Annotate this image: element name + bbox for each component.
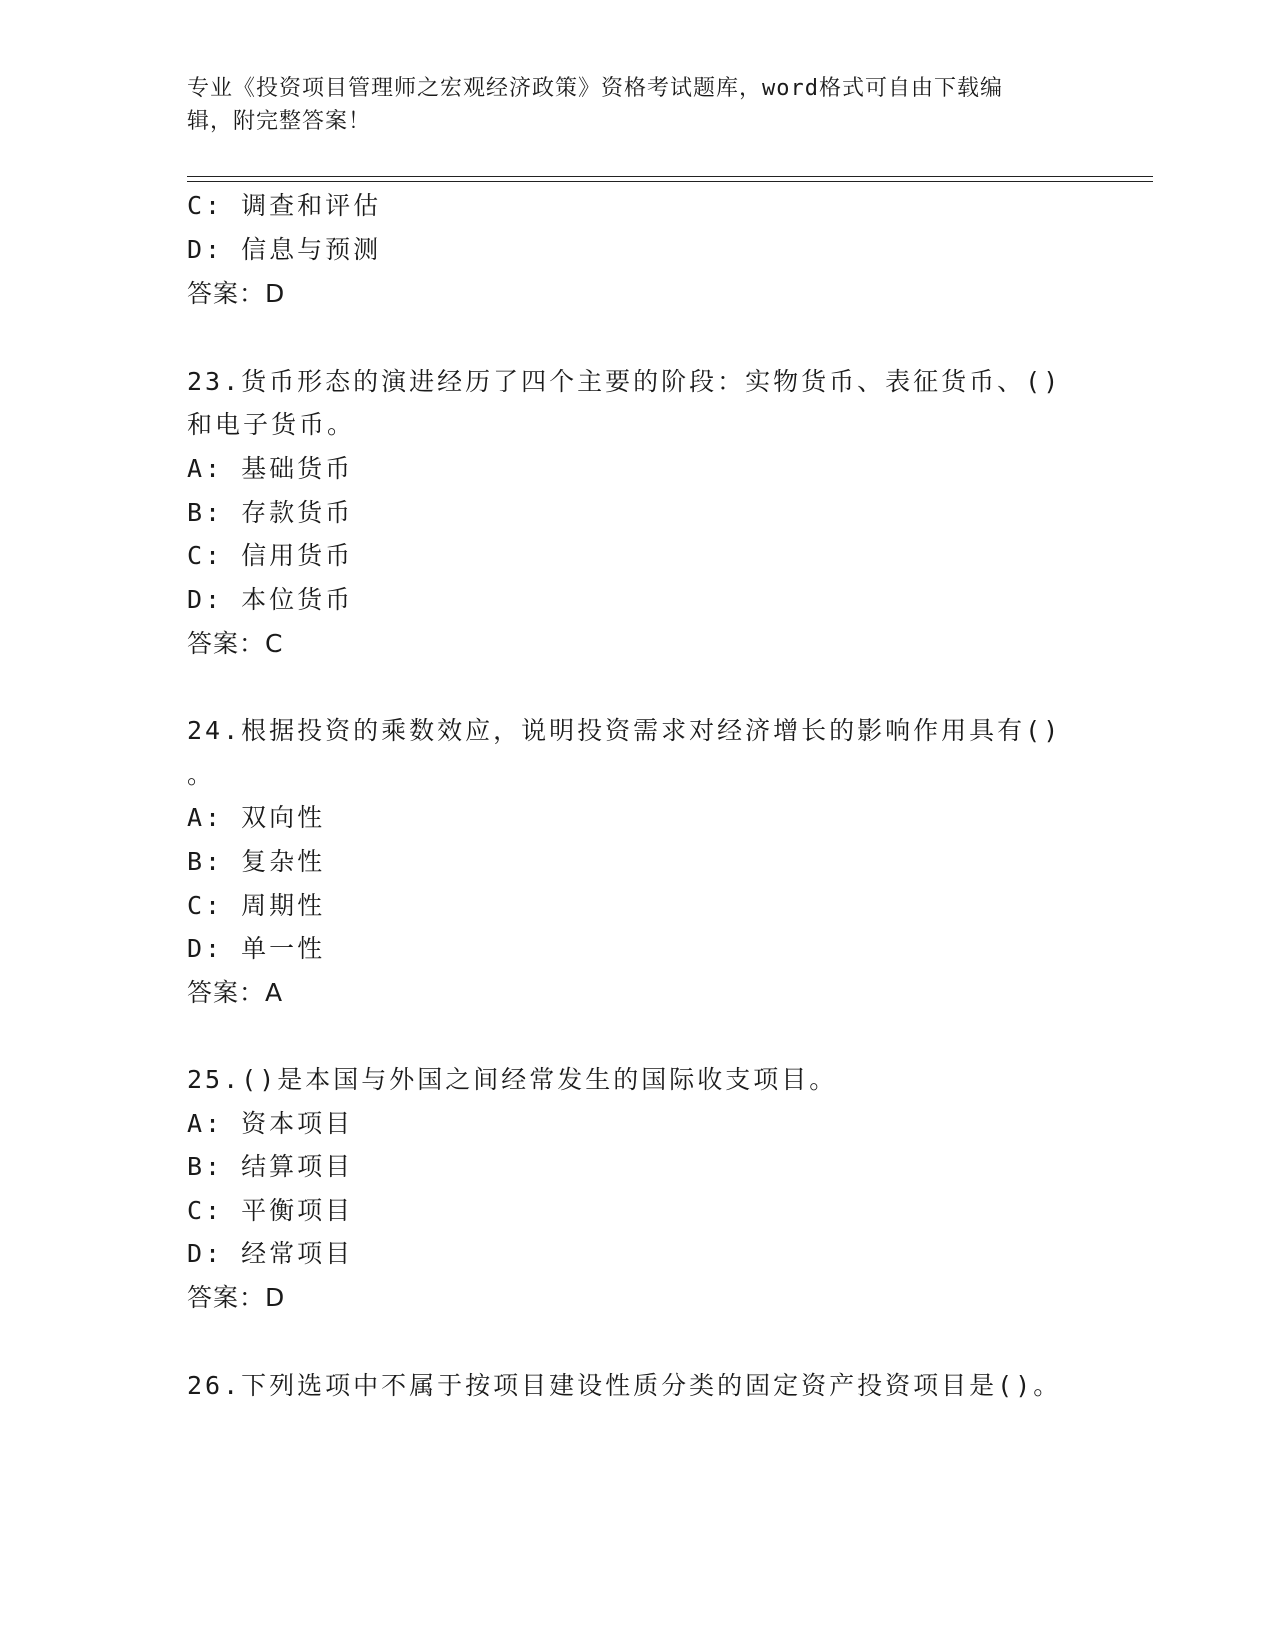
header-line-2: 辑，附完整答案！ xyxy=(187,109,372,134)
question-23-option-c: C: 信用货币 xyxy=(187,541,354,570)
question-23-option-b: B: 存款货币 xyxy=(187,498,354,527)
document-header xyxy=(187,72,1067,138)
question-23-stem-2: 和电子货币。 xyxy=(187,410,356,439)
question-24-option-d: D: 单一性 xyxy=(187,934,326,963)
question-24-answer: 答案：A xyxy=(187,978,284,1007)
question-24-stem-1: 24.根据投资的乘数效应，说明投资需求对经济增长的影响作用具有() xyxy=(187,716,1062,745)
answer-line: 答案：D xyxy=(187,279,286,308)
question-25-option-d: D: 经常项目 xyxy=(187,1239,354,1268)
question-25-option-c: C: 平衡项目 xyxy=(187,1196,354,1225)
header-divider-top xyxy=(187,176,1153,177)
question-25-answer: 答案：D xyxy=(187,1283,286,1312)
question-24-stem-2: 。 xyxy=(187,760,216,789)
question-25-option-a: A: 资本项目 xyxy=(187,1109,354,1138)
option-d: D: 信息与预测 xyxy=(187,235,382,264)
header-line-1: 专业《投资项目管理师之宏观经济政策》资格考试题库，word格式可自由下载编 xyxy=(187,76,1003,101)
header-divider-bottom xyxy=(187,181,1153,182)
question-25-stem-1: 25.()是本国与外国之间经常发生的国际收支项目。 xyxy=(187,1065,838,1094)
question-23-option-d: D: 本位货币 xyxy=(187,585,354,614)
question-24-option-a: A: 双向性 xyxy=(187,803,326,832)
question-23-answer: 答案：C xyxy=(187,629,284,658)
question-23-stem-1: 23.货币形态的演进经历了四个主要的阶段：实物货币、表征货币、() xyxy=(187,367,1062,396)
option-c: C: 调查和评估 xyxy=(187,191,382,220)
question-26-stem-1: 26.下列选项中不属于按项目建设性质分类的固定资产投资项目是()。 xyxy=(187,1371,1062,1400)
question-23-option-a: A: 基础货币 xyxy=(187,454,354,483)
question-24-option-b: B: 复杂性 xyxy=(187,847,326,876)
question-25-option-b: B: 结算项目 xyxy=(187,1152,354,1181)
question-24-option-c: C: 周期性 xyxy=(187,891,326,920)
